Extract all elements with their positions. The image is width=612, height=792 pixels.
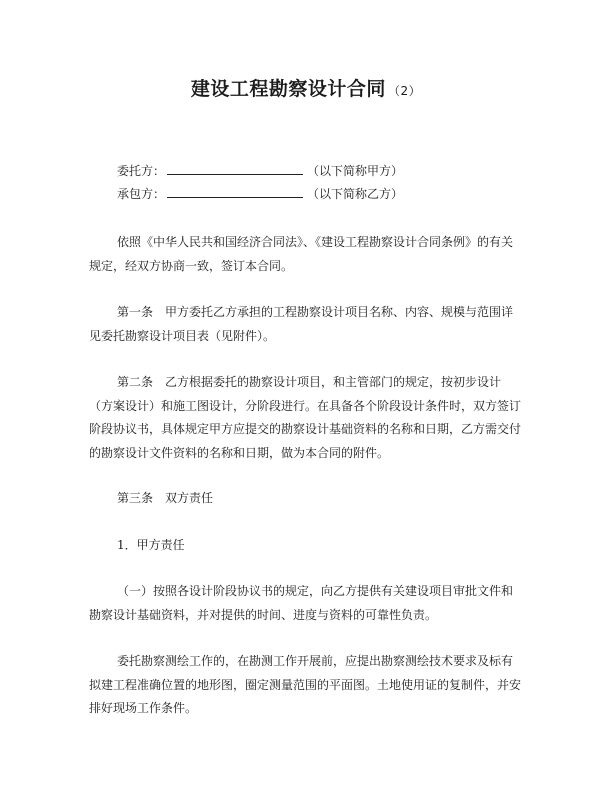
paragraph-article-1: 第一条 甲方委托乙方承担的工程勘察设计项目名称、内容、规模与范围详见委托勘察设计项目表（见附件）。 bbox=[89, 305, 514, 343]
title-text: 建设工程勘察设计合同 bbox=[190, 78, 386, 100]
party-client-blank bbox=[167, 162, 303, 175]
paragraph-article-2: 第二条 乙方根据委托的勘察设计项目，和主管部门的规定，按初步设计（方案设计）和施工图设计，分阶段进行。在具备各个阶段设计条件时，双方签订阶段协议书，具体规定甲方应提交的勘察设计基础资料的名称和日期，乙方需交付的勘察设计文件资料的名称和日期，做为本合同的附件。 bbox=[89, 375, 522, 460]
party-client-line bbox=[117, 162, 403, 179]
party-contractor-note: （以下简称乙方） bbox=[307, 187, 404, 201]
party-client-label: 委托方： bbox=[117, 164, 166, 178]
party-contractor-blank bbox=[167, 185, 303, 198]
party-client-note: （以下简称甲方） bbox=[307, 164, 404, 178]
paragraph-survey-requirements: 委托勘察测绘工作的，在勘测工作开展前，应提出勘察测绘技术要求及标有拟建工程准确位置的地形图，圈定测量范围的平面图。土地使用证的复制件，并安排好现场工作条件。 bbox=[89, 654, 522, 715]
heading-article-3: 第三条 双方责任 bbox=[117, 491, 214, 505]
party-contractor-line bbox=[117, 185, 403, 202]
document-title bbox=[0, 74, 612, 101]
paragraph-preamble: 依照《中华人民共和国经济合同法》、《建设工程勘察设计合同条例》的有关规定，经双方协商一致，签订本合同。 bbox=[89, 235, 514, 273]
paragraph-duty-1: （一）按照各设计阶段协议书的规定，向乙方提供有关建设项目审批文件和勘察设计基础资料，并对提供的时间、进度与资料的可靠性负责。 bbox=[89, 584, 514, 622]
heading-party-a-duties: 1．甲方责任 bbox=[117, 538, 185, 552]
party-contractor-label: 承包方： bbox=[117, 187, 166, 201]
title-suffix: （2） bbox=[387, 84, 422, 98]
